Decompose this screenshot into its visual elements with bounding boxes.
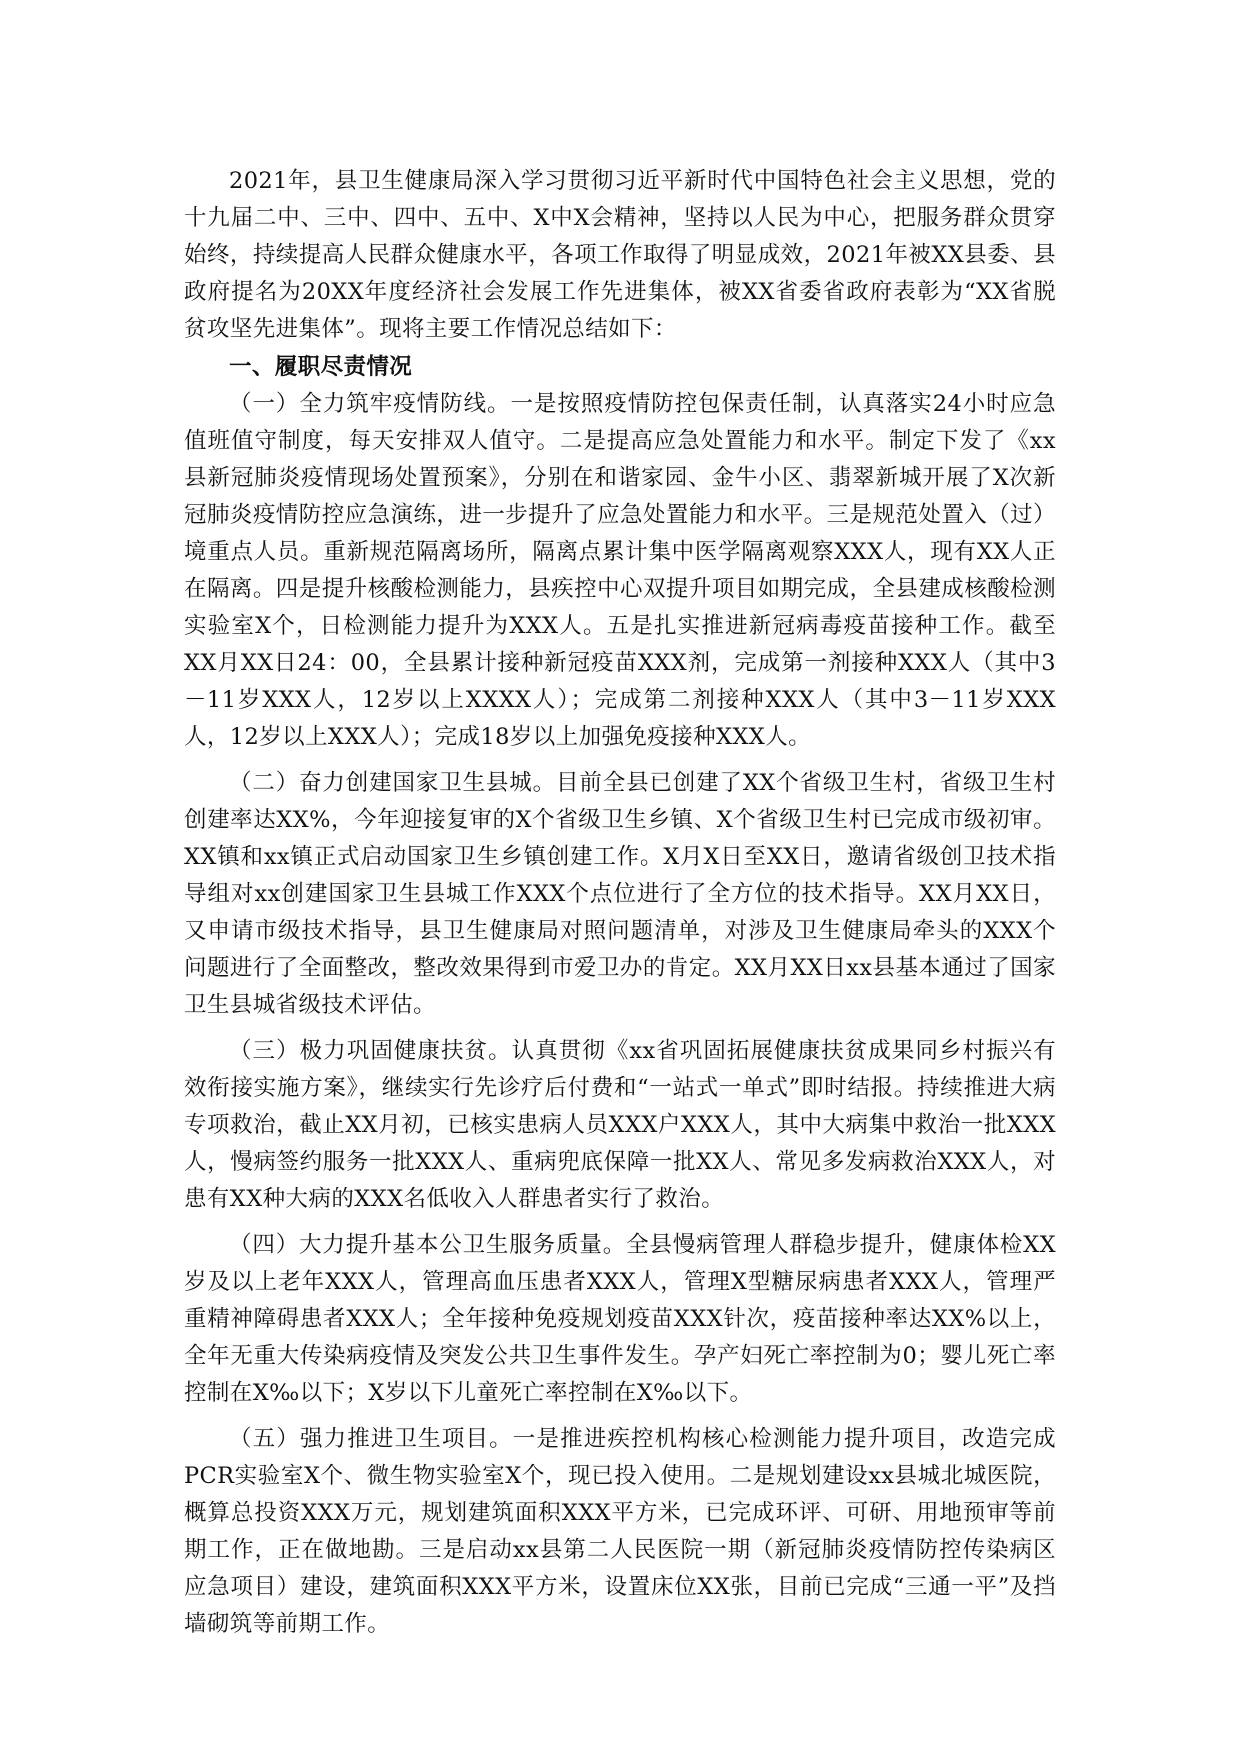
paragraph-epidemic-defense: （一）全力筑牢疫情防线。一是按照疫情防控包保责任制，认真落实24小时应急值班值守制度，每天安排双人值守。二是提高应急处置能力和水平。制定下发了《xx县新冠肺炎疫情现场处置预案》，分别在和谐家园、金牛小区、翡翠新城开展了X次新冠肺炎疫情防控应急演练，进一步提升了应急处置能力和水平。三是规范处置入（过）境重点人员。重新规范隔离场所，隔离点累计集中医学隔离观察XXX人，现有XX人正在隔离。四是提升核酸检测能力，县疾控中心双提升项目如期完成，全县建成核酸检测实验室X个，日检测能力提升为XXX人。五是扎实推进新冠病毒疫苗接种工作。截至XX月XX日24：00，全县累计接种新冠疫苗XXX剂，完成第一剂接种XXX人（其中3－11岁XXX人，12岁以上XXXX人）；完成第二剂接种XXX人（其中3－11岁XXX人，12岁以上XXX人）；完成18岁以上加强免疫接种XXX人。	[184, 391, 1056, 750]
document-body	[184, 163, 1056, 1643]
intro-paragraph: 2021年，县卫生健康局深入学习贯彻习近平新时代中国特色社会主义思想，党的十九届二中、三中、四中、五中、X中X会精神，坚持以人民为中心，把服务群众贯穿始终，持续提高人民群众健康水平，各项工作取得了明显成效，2021年被XX县委、县政府提名为20XX年度经济社会发展工作先进集体，被XX省委省政府表彰为“XX省脱贫攻坚先进集体”。现将主要工作情况总结如下：	[184, 168, 1056, 342]
paragraph-health-projects: （五）强力推进卫生项目。一是推进疾控机构核心检测能力提升项目，改造完成PCR实验室X个、微生物实验室X个，现已投入使用。二是规划建设xx县城北城医院，概算总投资XXX万元，规划建筑面积XXX平方米，已完成环评、可研、用地预审等前期工作，正在做地勘。三是启动xx县第二人民医院一期（新冠肺炎疫情防控传染病区应急项目）建设，建筑面积XXX平方米，设置床位XX张，目前已完成“三通一平”及挡墙砌筑等前期工作。	[184, 1426, 1056, 1637]
paragraph-health-county: （二）奋力创建国家卫生县城。目前全县已创建了XX个省级卫生村，省级卫生村创建率达XX%，今年迎接复审的X个省级卫生乡镇、X个省级卫生村已完成市级初审。XX镇和xx镇正式启动国家卫生乡镇创建工作。X月X日至XX日，邀请省级创卫技术指导组对xx创建国家卫生县城工作XXX个点位进行了全方位的技术指导。XX月XX日，又申请市级技术指导，县卫生健康局对照问题清单，对涉及卫生健康局牵头的XXX个问题进行了全面整改，整改效果得到市爱卫办的肯定。XX月XX日xx县基本通过了国家卫生县城省级技术评估。	[184, 770, 1056, 1018]
section-heading: 一、履职尽责情况	[229, 354, 413, 380]
paragraph-public-health-service: （四）大力提升基本公卫生服务质量。全县慢病管理人群稳步提升，健康体检XX岁及以上老年XXX人，管理高血压患者XXX人，管理X型糖尿病患者XXX人，管理严重精神障碍患者XXX人；全年接种免疫规划疫苗XXX针次，疫苗接种率达XX%以上，全年无重大传染病疫情及突发公共卫生事件发生。孕产妇死亡率控制为0；婴儿死亡率控制在X‰以下；X岁以下儿童死亡率控制在X‰以下。	[184, 1232, 1056, 1406]
paragraph-health-poverty: （三）极力巩固健康扶贫。认真贯彻《xx省巩固拓展健康扶贫成果同乡村振兴有效衔接实施方案》，继续实行先诊疗后付费和“一站式一单式”即时结报。持续推进大病专项救治，截止XX月初，已核实患病人员XXX户XXX人，其中大病集中救治一批XXX人，慢病签约服务一批XXX人、重病兜底保障一批XX人、常见多发病救治XXX人，对患有XX种大病的XXX名低收入人群患者实行了救治。	[184, 1038, 1056, 1212]
